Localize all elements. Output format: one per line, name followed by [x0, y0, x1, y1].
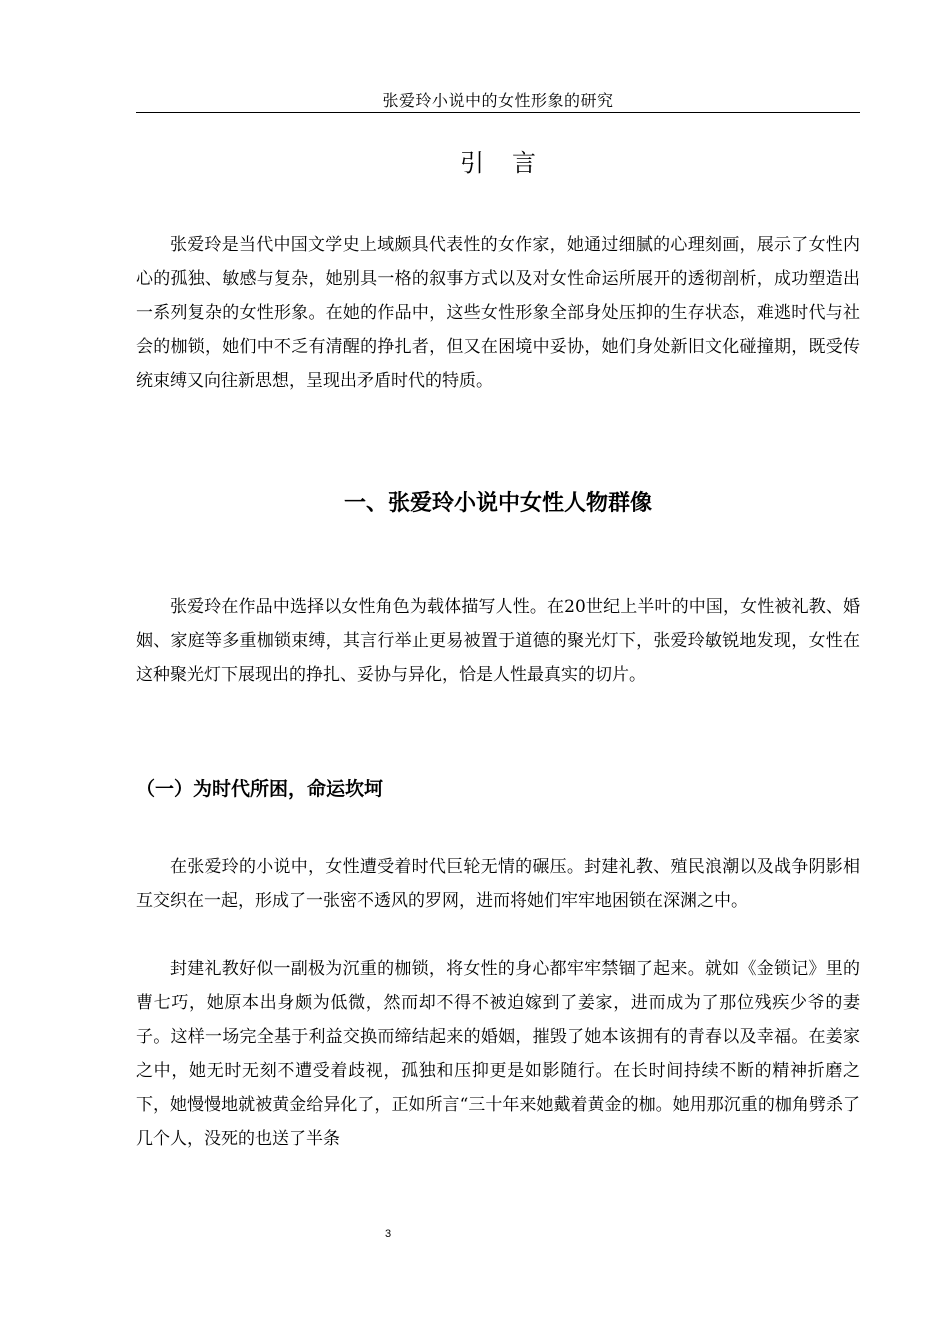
body-paragraph-1: 在张爱玲的小说中，女性遭受着时代巨轮无情的碾压。封建礼教、殖民浪潮以及战争阴影相互交织在一起，形成了一张密不透风的罗网，进而将她们牢牢地困锁在深渊之中。	[136, 857, 860, 911]
body-paragraph-2: 封建礼教好似一副极为沉重的枷锁，将女性的身心都牢牢禁锢了起来。就如《金锁记》里的曹七巧，她原本出身颇为低微，然而却不得不被迫嫁到了姜家，进而成为了那位残疾少爷的妻子。这样一场完全基于利益交换而缔结起来的婚姻，摧毁了她本该拥有的青春以及幸福。在姜家之中，她无时无刻不遭受着歧视，孤独和压抑更是如影随行。在长时间持续不断的精神折磨之下，她慢慢地就被黄金给异化了，正如所言“三十年来她戴着黄金的枷。她用那沉重的枷角劈杀了几个人，没死的也送了半条	[136, 959, 860, 1149]
subsection-title: （一）为时代所困，命运坎坷	[136, 778, 384, 800]
section-paragraph: 张爱玲在作品中选择以女性角色为载体描写人性。在20世纪上半叶的中国，女性被礼教、婚姻、家庭等多重枷锁束缚，其言行举止更易被置于道德的聚光灯下，张爱玲敏锐地发现，女性在这种聚光灯下展现出的挣扎、妥协与异化，恰是人性最真实的切片。	[136, 597, 860, 685]
intro-paragraph: 张爱玲是当代中国文学史上域颇具代表性的女作家，她通过细腻的心理刻画，展示了女性内心的孤独、敏感与复杂，她别具一格的叙事方式以及对女性命运所展开的透彻剖析，成功塑造出一系列复杂的女性形象。在她的作品中，这些女性形象全部身处压抑的生存状态，难逃时代与社会的枷锁，她们中不乏有清醒的挣扎者，但又在困境中妥协，她们身处新旧文化碰撞期，既受传统束缚又向往新思想，呈现出矛盾时代的特质。	[136, 235, 860, 391]
intro-title: 引言	[460, 149, 564, 177]
running-header: 张爱玲小说中的女性形象的研究	[382, 91, 614, 110]
section-title: 一、张爱玲小说中女性人物群像	[343, 491, 652, 516]
header-rule	[136, 112, 860, 113]
page-number: 3	[384, 1228, 392, 1240]
